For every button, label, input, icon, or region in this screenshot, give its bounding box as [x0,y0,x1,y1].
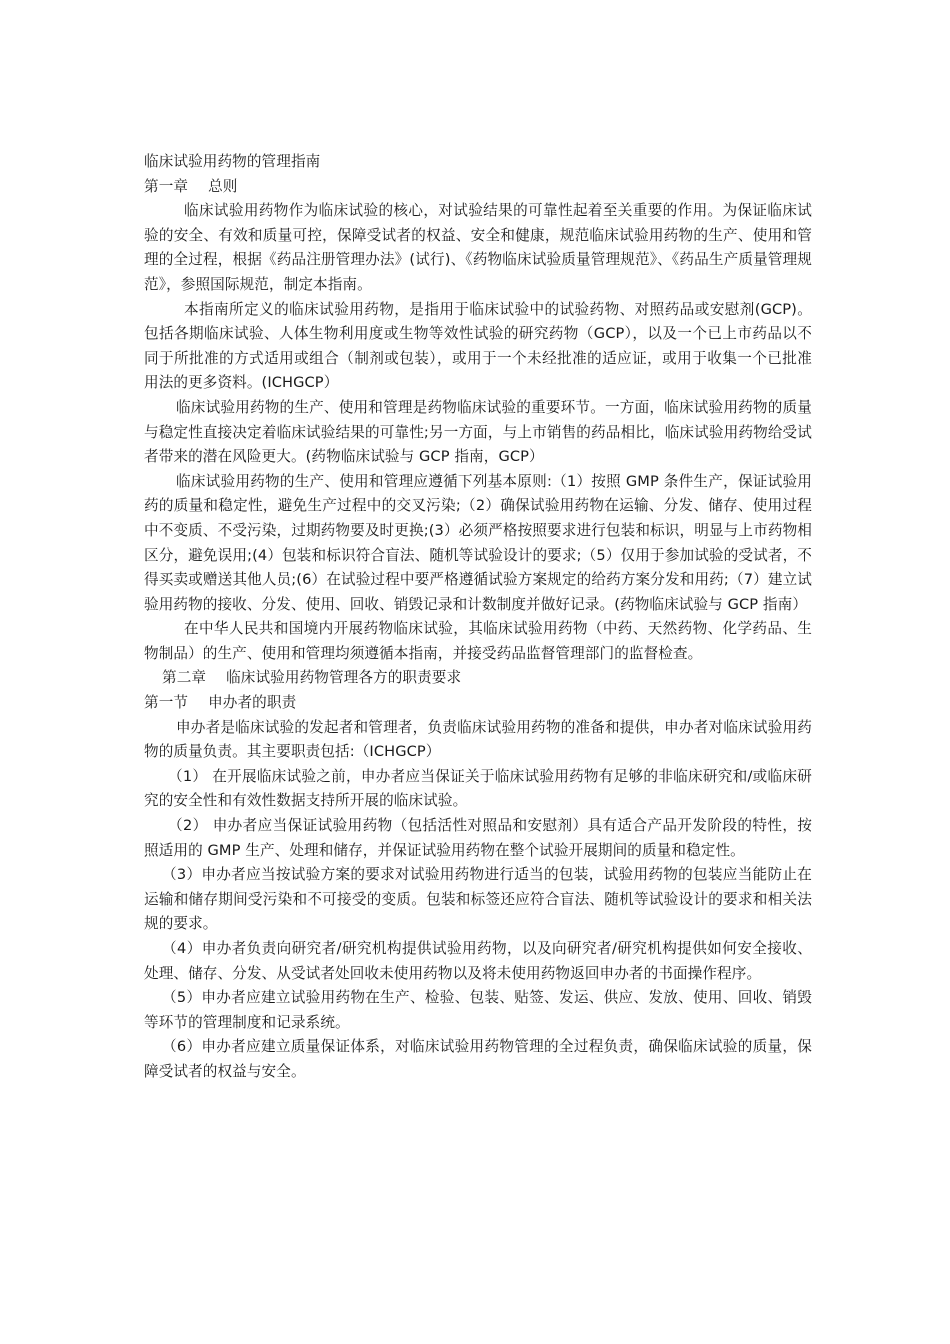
section-1-label: 第一节 [144,694,189,712]
chapter-2-heading [144,666,812,691]
duty-item-6: （6）申办者应建立质量保证体系，对临床试验用药物管理的全过程负责，确保临床试验的质量，保障受试者的权益与安全。 [144,1038,812,1080]
ch1-paragraph-1: 临床试验用药物作为临床试验的核心，对试验结果的可靠性起着至关重要的作用。为保证临床试验的安全、有效和质量可控，保障受试者的权益、安全和健康，规范临床试验用药物的生产、使用和管理的全过程，根据《药品注册管理办法》(试行)、《药物临床试验质量管理规范》、《药品生产质量管理规范》，参照国际规范，制定本指南。 [144,202,812,293]
chapter-1-label: 第一章 [144,177,189,195]
ch1-paragraph-5: 在中华人民共和国境内开展药物临床试验，其临床试验用药物（中药、天然药物、化学药品、生物制品）的生产、使用和管理均须遵循本指南，并接受药品监督管理部门的监督检查。 [144,620,812,662]
ch1-paragraph-3: 临床试验用药物的生产、使用和管理是药物临床试验的重要环节。一方面，临床试验用药物的质量与稳定性直接决定着临床试验结果的可靠性;另一方面，与上市销售的药品相比，临床试验用药物给受试者带来的潜在风险更大。(药物临床试验与 GCP 指南，GCP） [144,398,812,466]
ch1-paragraph-4: 临床试验用药物的生产、使用和管理应遵循下列基本原则:（1）按照 GMP 条件生产，保证试验用药的质量和稳定性，避免生产过程中的交叉污染;（2）确保试验用药物在运输、分发、储存、使用过程中不变质、不受污染，过期药物要及时更换;(3）必须严格按照要求进行包装和标识，明显与上市药物相区分，避免误用;(4）包装和标识符合盲法、随机等试验设计的要求;（5）仅用于参加试验的受试者，不得买卖或赠送其他人员;(6）在试验过程中要严格遵循试验方案规定的给药方案分发和用药;（7）建立试验用药物的接收、分发、使用、回收、销毁记录和计数制度并做好记录。(药物临床试验与 GCP 指南） [144,472,812,613]
duty-item-3: （3）申办者应当按试验方案的要求对试验用药物进行适当的包装，试验用药物的包装应当能防止在运输和储存期间受污染和不可接受的变质。包装和标签还应符合盲法、随机等试验设计的要求和相关法规的要求。 [144,866,812,933]
chapter-2-label: 第二章 [162,669,207,687]
duty-item-1: （1） 在开展临床试验之前，申办者应当保证关于临床试验用药物有足够的非临床研究和/或临床研究的安全性和有效性数据支持所开展的临床试验。 [144,767,812,810]
document-page [144,150,812,1085]
section-1-heading [144,691,812,716]
duty-item-2: （2） 申办者应当保证试验用药物（包括活性对照品和安慰剂）具有适合产品开发阶段的特性，按照适用的 GMP 生产、处理和储存，并保证试验用药物在整个试验开展期间的质量和稳定性。 [144,817,812,859]
section-1-intro: 申办者是临床试验的发起者和管理者，负责临床试验用药物的准备和提供，申办者对临床试验用药物的质量负责。其主要职责包括:（ICHGCP） [144,718,812,761]
chapter-1-heading [144,175,812,200]
section-1-name: 申办者的职责 [208,694,297,712]
chapter-1-name: 总则 [208,177,238,195]
chapter-2-name: 临床试验用药物管理各方的职责要求 [226,669,462,687]
document-title: 临床试验用药物的管理指南 [144,153,321,170]
duty-item-4: （4）申办者负责向研究者/研究机构提供试验用药物，以及向研究者/研究机构提供如何安全接收、处理、储存、分发、从受试者处回收未使用药物以及将未使用药物返回申办者的书面操作程序。 [144,940,812,982]
ch1-paragraph-2: 本指南所定义的临床试验用药物，是指用于临床试验中的试验药物、对照药品或安慰剂(GCP)。包括各期临床试验、人体生物利用度或生物等效性试验的研究药物（GCP），以及一个已上市药品以不同于所批准的方式适用或组合（制剂或包装），或用于一个未经批准的适应证，或用于收集一个已批准用法的更多资料。(ICHGCP） [144,300,812,392]
duty-item-5: （5）申办者应建立试验用药物在生产、检验、包装、贴签、发运、供应、发放、使用、回收、销毁等环节的管理制度和记录系统。 [144,989,812,1031]
